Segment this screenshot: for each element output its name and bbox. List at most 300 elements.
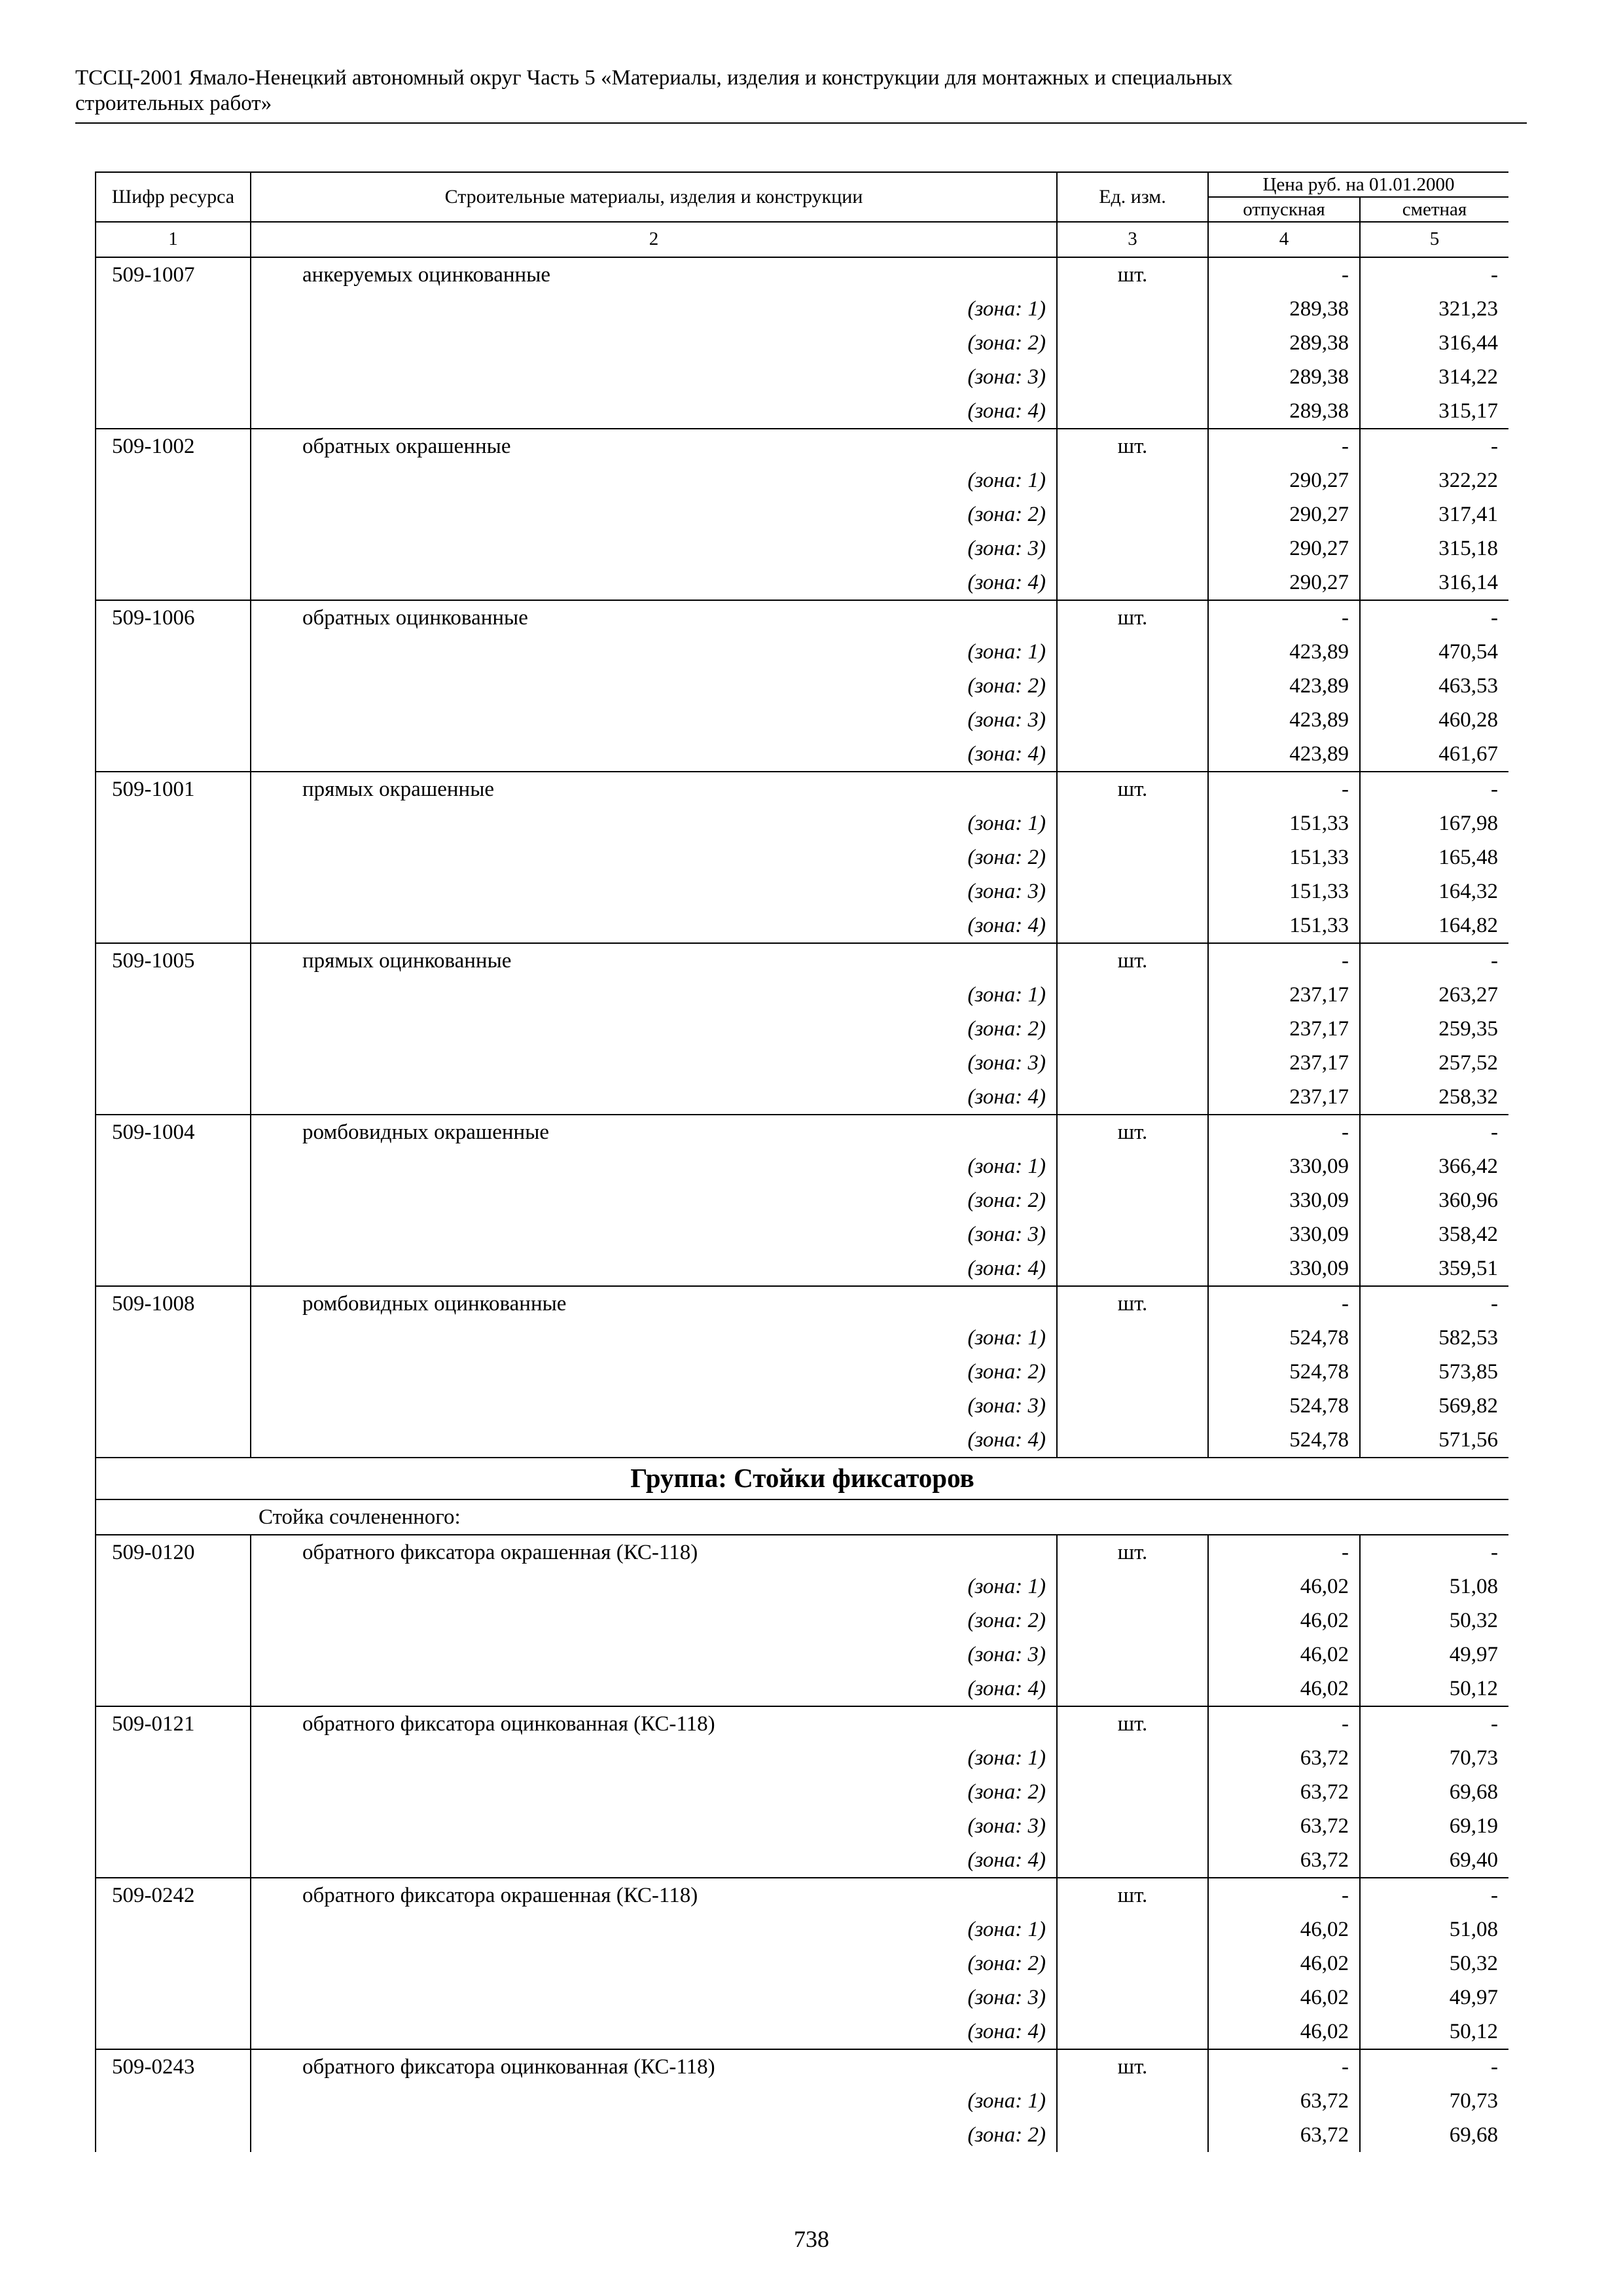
release-price: - bbox=[1208, 1878, 1360, 1912]
estimate-price: 164,32 bbox=[1360, 874, 1508, 908]
empty-cell bbox=[96, 1638, 251, 1672]
empty-cell bbox=[1057, 1321, 1208, 1355]
resource-name: ромбовидных оцинкованные bbox=[251, 1286, 1057, 1321]
estimate-price: 317,41 bbox=[1360, 497, 1508, 531]
estimate-price: - bbox=[1360, 2049, 1508, 2084]
zone-label: (зона: 1) bbox=[251, 1570, 1057, 1604]
empty-cell bbox=[1057, 360, 1208, 394]
zone-label: (зона: 3) bbox=[251, 1046, 1057, 1080]
zone-row bbox=[96, 360, 1508, 394]
release-price: 151,33 bbox=[1208, 806, 1360, 840]
estimate-price: 366,42 bbox=[1360, 1149, 1508, 1183]
release-price: 63,72 bbox=[1208, 1775, 1360, 1809]
release-price: 151,33 bbox=[1208, 874, 1360, 908]
table-row bbox=[96, 1286, 1508, 1321]
estimate-price: 460,28 bbox=[1360, 703, 1508, 737]
empty-cell bbox=[96, 1946, 251, 1981]
empty-cell bbox=[1057, 908, 1208, 943]
header-line-2: строительных работ» bbox=[75, 92, 272, 115]
empty-cell bbox=[96, 1809, 251, 1843]
estimate-price: 50,32 bbox=[1360, 1946, 1508, 1981]
empty-cell bbox=[96, 326, 251, 360]
release-price: - bbox=[1208, 943, 1360, 978]
zone-label: (зона: 2) bbox=[251, 1775, 1057, 1809]
zone-label: (зона: 4) bbox=[251, 1672, 1057, 1706]
release-price: 151,33 bbox=[1208, 908, 1360, 943]
release-price: 524,78 bbox=[1208, 1321, 1360, 1355]
zone-row bbox=[96, 1423, 1508, 1458]
estimate-price: 360,96 bbox=[1360, 1183, 1508, 1217]
release-price: 237,17 bbox=[1208, 1080, 1360, 1115]
zone-row bbox=[96, 1251, 1508, 1286]
empty-cell bbox=[1057, 1012, 1208, 1046]
empty-cell bbox=[1057, 1217, 1208, 1251]
zone-row bbox=[96, 2015, 1508, 2049]
empty-cell bbox=[1057, 669, 1208, 703]
estimate-price: - bbox=[1360, 257, 1508, 292]
estimate-price: 321,23 bbox=[1360, 292, 1508, 326]
release-price: 524,78 bbox=[1208, 1423, 1360, 1458]
estimate-price: 259,35 bbox=[1360, 1012, 1508, 1046]
zone-row bbox=[96, 1604, 1508, 1638]
empty-cell bbox=[1057, 292, 1208, 326]
zone-row bbox=[96, 394, 1508, 429]
release-price: - bbox=[1208, 1115, 1360, 1149]
empty-cell bbox=[96, 669, 251, 703]
zone-label: (зона: 1) bbox=[251, 1912, 1057, 1946]
zone-label: (зона: 1) bbox=[251, 635, 1057, 669]
estimate-price: - bbox=[1360, 1115, 1508, 1149]
zone-row bbox=[96, 1570, 1508, 1604]
zone-label: (зона: 2) bbox=[251, 669, 1057, 703]
zone-row bbox=[96, 978, 1508, 1012]
header-divider bbox=[75, 122, 1527, 124]
release-price: 151,33 bbox=[1208, 840, 1360, 874]
empty-cell bbox=[1057, 840, 1208, 874]
estimate-price: 165,48 bbox=[1360, 840, 1508, 874]
estimate-price: 315,17 bbox=[1360, 394, 1508, 429]
release-price: 237,17 bbox=[1208, 1012, 1360, 1046]
unit: шт. bbox=[1057, 600, 1208, 635]
empty-cell bbox=[96, 1183, 251, 1217]
release-price: 63,72 bbox=[1208, 2118, 1360, 2152]
unit: шт. bbox=[1057, 1115, 1208, 1149]
estimate-price: 461,67 bbox=[1360, 737, 1508, 772]
estimate-price: 573,85 bbox=[1360, 1355, 1508, 1389]
zone-row bbox=[96, 1638, 1508, 1672]
empty-cell bbox=[1057, 1570, 1208, 1604]
unit: шт. bbox=[1057, 2049, 1208, 2084]
empty-cell bbox=[96, 1217, 251, 1251]
empty-cell bbox=[96, 635, 251, 669]
zone-row bbox=[96, 326, 1508, 360]
header-code: Шифр ресурса bbox=[96, 172, 251, 222]
empty-cell bbox=[96, 1672, 251, 1706]
empty-cell bbox=[1057, 1604, 1208, 1638]
release-price: 330,09 bbox=[1208, 1149, 1360, 1183]
estimate-price: - bbox=[1360, 772, 1508, 806]
empty-cell bbox=[96, 1389, 251, 1423]
estimate-price: 582,53 bbox=[1360, 1321, 1508, 1355]
empty-cell bbox=[96, 292, 251, 326]
release-price: 63,72 bbox=[1208, 1809, 1360, 1843]
group-title: Группа: Стойки фиксаторов bbox=[96, 1458, 1508, 1499]
release-price: - bbox=[1208, 772, 1360, 806]
estimate-price: 463,53 bbox=[1360, 669, 1508, 703]
estimate-price: 49,97 bbox=[1360, 1981, 1508, 2015]
zone-row bbox=[96, 1912, 1508, 1946]
empty-cell bbox=[1057, 1912, 1208, 1946]
empty-cell bbox=[1057, 2084, 1208, 2118]
release-price: - bbox=[1208, 257, 1360, 292]
resource-code: 509-1005 bbox=[96, 943, 251, 978]
estimate-price: 315,18 bbox=[1360, 531, 1508, 565]
empty-cell bbox=[96, 1981, 251, 2015]
zone-label: (зона: 1) bbox=[251, 806, 1057, 840]
zone-label: (зона: 4) bbox=[251, 1251, 1057, 1286]
resource-code: 509-1006 bbox=[96, 600, 251, 635]
unit: шт. bbox=[1057, 1878, 1208, 1912]
zone-row bbox=[96, 1183, 1508, 1217]
zone-row bbox=[96, 908, 1508, 943]
release-price: 423,89 bbox=[1208, 737, 1360, 772]
estimate-price: 70,73 bbox=[1360, 1741, 1508, 1775]
estimate-price: 69,19 bbox=[1360, 1809, 1508, 1843]
empty-cell bbox=[96, 2118, 251, 2152]
zone-row bbox=[96, 463, 1508, 497]
zone-label: (зона: 3) bbox=[251, 360, 1057, 394]
zone-label: (зона: 1) bbox=[251, 1741, 1057, 1775]
header-unit: Ед. изм. bbox=[1057, 172, 1208, 222]
release-price: 46,02 bbox=[1208, 2015, 1360, 2049]
empty-cell bbox=[1057, 394, 1208, 429]
table-row bbox=[96, 1115, 1508, 1149]
release-price: 330,09 bbox=[1208, 1183, 1360, 1217]
empty-cell bbox=[96, 978, 251, 1012]
resource-code: 509-0120 bbox=[96, 1535, 251, 1570]
empty-cell bbox=[96, 1355, 251, 1389]
release-price: 289,38 bbox=[1208, 394, 1360, 429]
release-price: 63,72 bbox=[1208, 1843, 1360, 1878]
estimate-price: 50,12 bbox=[1360, 2015, 1508, 2049]
empty-cell bbox=[96, 360, 251, 394]
release-price: 290,27 bbox=[1208, 531, 1360, 565]
resource-name: обратного фиксатора оцинкованная (КС-118) bbox=[251, 1706, 1057, 1741]
empty-cell bbox=[1057, 531, 1208, 565]
empty-cell bbox=[96, 565, 251, 600]
column-number: 5 bbox=[1360, 222, 1508, 257]
zone-label: (зона: 4) bbox=[251, 394, 1057, 429]
zone-label: (зона: 4) bbox=[251, 1423, 1057, 1458]
resource-name: обратного фиксатора оцинкованная (КС-118) bbox=[251, 2049, 1057, 2084]
empty-cell bbox=[96, 703, 251, 737]
estimate-price: 358,42 bbox=[1360, 1217, 1508, 1251]
resource-code: 509-1004 bbox=[96, 1115, 251, 1149]
release-price: - bbox=[1208, 1535, 1360, 1570]
resource-code: 509-0243 bbox=[96, 2049, 251, 2084]
zone-row bbox=[96, 1389, 1508, 1423]
empty-cell bbox=[1057, 703, 1208, 737]
estimate-price: 569,82 bbox=[1360, 1389, 1508, 1423]
zone-row bbox=[96, 737, 1508, 772]
estimate-price: 470,54 bbox=[1360, 635, 1508, 669]
estimate-price: 50,12 bbox=[1360, 1672, 1508, 1706]
zone-label: (зона: 4) bbox=[251, 1080, 1057, 1115]
empty-cell bbox=[1057, 1672, 1208, 1706]
release-price: 524,78 bbox=[1208, 1355, 1360, 1389]
release-price: 423,89 bbox=[1208, 703, 1360, 737]
unit: шт. bbox=[1057, 943, 1208, 978]
empty-cell bbox=[96, 1775, 251, 1809]
estimate-price: 258,32 bbox=[1360, 1080, 1508, 1115]
zone-label: (зона: 1) bbox=[251, 1149, 1057, 1183]
empty-cell bbox=[96, 806, 251, 840]
unit: шт. bbox=[1057, 257, 1208, 292]
estimate-price: - bbox=[1360, 1878, 1508, 1912]
resource-name: анкеруемых оцинкованные bbox=[251, 257, 1057, 292]
empty-cell bbox=[1057, 1775, 1208, 1809]
resource-code: 509-0121 bbox=[96, 1706, 251, 1741]
estimate-price: 49,97 bbox=[1360, 1638, 1508, 1672]
zone-row bbox=[96, 1046, 1508, 1080]
empty-cell bbox=[96, 1080, 251, 1115]
zone-row bbox=[96, 2118, 1508, 2152]
estimate-price: 322,22 bbox=[1360, 463, 1508, 497]
table-row bbox=[96, 2049, 1508, 2084]
zone-label: (зона: 3) bbox=[251, 531, 1057, 565]
table-row bbox=[96, 1706, 1508, 1741]
empty-cell bbox=[1057, 1638, 1208, 1672]
zone-row bbox=[96, 531, 1508, 565]
resource-name: обратных окрашенные bbox=[251, 429, 1057, 463]
zone-row bbox=[96, 1741, 1508, 1775]
empty-cell bbox=[96, 737, 251, 772]
zone-row bbox=[96, 1355, 1508, 1389]
zone-label: (зона: 1) bbox=[251, 292, 1057, 326]
zone-label: (зона: 3) bbox=[251, 874, 1057, 908]
unit: шт. bbox=[1057, 1535, 1208, 1570]
empty-cell bbox=[96, 1570, 251, 1604]
column-number: 4 bbox=[1208, 222, 1360, 257]
zone-label: (зона: 1) bbox=[251, 978, 1057, 1012]
zone-label: (зона: 2) bbox=[251, 1183, 1057, 1217]
estimate-price: 571,56 bbox=[1360, 1423, 1508, 1458]
zone-label: (зона: 2) bbox=[251, 2118, 1057, 2152]
release-price: 46,02 bbox=[1208, 1638, 1360, 1672]
zone-label: (зона: 2) bbox=[251, 1946, 1057, 1981]
estimate-price: 316,44 bbox=[1360, 326, 1508, 360]
empty-cell bbox=[96, 463, 251, 497]
empty-cell bbox=[1057, 1843, 1208, 1878]
empty-cell bbox=[1057, 497, 1208, 531]
release-price: 46,02 bbox=[1208, 1946, 1360, 1981]
release-price: 423,89 bbox=[1208, 669, 1360, 703]
release-price: 290,27 bbox=[1208, 565, 1360, 600]
zone-label: (зона: 2) bbox=[251, 1355, 1057, 1389]
document-header bbox=[75, 65, 1528, 117]
unit: шт. bbox=[1057, 772, 1208, 806]
table-row bbox=[96, 600, 1508, 635]
zone-row bbox=[96, 1672, 1508, 1706]
empty-cell bbox=[96, 2015, 251, 2049]
zone-label: (зона: 3) bbox=[251, 1809, 1057, 1843]
resource-name: прямых оцинкованные bbox=[251, 943, 1057, 978]
empty-cell bbox=[1057, 1741, 1208, 1775]
zone-label: (зона: 1) bbox=[251, 463, 1057, 497]
empty-cell bbox=[96, 874, 251, 908]
estimate-price: 316,14 bbox=[1360, 565, 1508, 600]
table-row bbox=[96, 1535, 1508, 1570]
empty-cell bbox=[1057, 1355, 1208, 1389]
empty-cell bbox=[1057, 1423, 1208, 1458]
estimate-price: 69,68 bbox=[1360, 1775, 1508, 1809]
empty-cell bbox=[1057, 1251, 1208, 1286]
empty-cell bbox=[1057, 1080, 1208, 1115]
empty-cell bbox=[1057, 1183, 1208, 1217]
estimate-price: - bbox=[1360, 429, 1508, 463]
release-price: 237,17 bbox=[1208, 978, 1360, 1012]
empty-cell bbox=[96, 394, 251, 429]
resource-name: обратного фиксатора окрашенная (КС-118) bbox=[251, 1535, 1057, 1570]
zone-label: (зона: 2) bbox=[251, 1604, 1057, 1638]
zone-row bbox=[96, 840, 1508, 874]
zone-row bbox=[96, 669, 1508, 703]
estimate-price: 164,82 bbox=[1360, 908, 1508, 943]
resource-name: обратных оцинкованные bbox=[251, 600, 1057, 635]
group-section bbox=[96, 1458, 1508, 1535]
empty-cell bbox=[96, 908, 251, 943]
release-price: 46,02 bbox=[1208, 1604, 1360, 1638]
header-line-1: ТССЦ-2001 Ямало-Ненецкий автономный округ Часть 5 «Материалы, изделия и конструкции для монтажных и специальных bbox=[75, 66, 1233, 90]
column-number: 3 bbox=[1057, 222, 1208, 257]
empty-cell bbox=[96, 497, 251, 531]
release-price: 289,38 bbox=[1208, 292, 1360, 326]
zone-row bbox=[96, 1775, 1508, 1809]
release-price: 46,02 bbox=[1208, 1672, 1360, 1706]
empty-cell bbox=[96, 531, 251, 565]
empty-cell bbox=[96, 840, 251, 874]
subgroup-title: Стойка сочлененного: bbox=[96, 1499, 1508, 1535]
empty-cell bbox=[1057, 1809, 1208, 1843]
empty-cell bbox=[1057, 463, 1208, 497]
release-price: 63,72 bbox=[1208, 1741, 1360, 1775]
resource-name: ромбовидных окрашенные bbox=[251, 1115, 1057, 1149]
zone-label: (зона: 3) bbox=[251, 703, 1057, 737]
zone-label: (зона: 4) bbox=[251, 908, 1057, 943]
estimate-price: - bbox=[1360, 943, 1508, 978]
estimate-price: 257,52 bbox=[1360, 1046, 1508, 1080]
release-price: 289,38 bbox=[1208, 360, 1360, 394]
zone-row bbox=[96, 703, 1508, 737]
release-price: 46,02 bbox=[1208, 1912, 1360, 1946]
estimate-price: - bbox=[1360, 1535, 1508, 1570]
empty-cell bbox=[96, 1012, 251, 1046]
estimate-price: 69,40 bbox=[1360, 1843, 1508, 1878]
unit: шт. bbox=[1057, 1286, 1208, 1321]
price-table-container bbox=[95, 171, 1508, 2194]
zone-label: (зона: 2) bbox=[251, 1012, 1057, 1046]
empty-cell bbox=[96, 1912, 251, 1946]
price-table bbox=[95, 171, 1508, 2152]
estimate-price: - bbox=[1360, 600, 1508, 635]
zone-row bbox=[96, 1149, 1508, 1183]
unit: шт. bbox=[1057, 429, 1208, 463]
empty-cell bbox=[1057, 326, 1208, 360]
release-price: 63,72 bbox=[1208, 2084, 1360, 2118]
resource-name: прямых окрашенные bbox=[251, 772, 1057, 806]
estimate-price: 263,27 bbox=[1360, 978, 1508, 1012]
release-price: - bbox=[1208, 1286, 1360, 1321]
estimate-price: 167,98 bbox=[1360, 806, 1508, 840]
zone-label: (зона: 1) bbox=[251, 2084, 1057, 2118]
zone-label: (зона: 4) bbox=[251, 737, 1057, 772]
release-price: 290,27 bbox=[1208, 463, 1360, 497]
estimate-price: 51,08 bbox=[1360, 1570, 1508, 1604]
zone-label: (зона: 3) bbox=[251, 1981, 1057, 2015]
release-price: 423,89 bbox=[1208, 635, 1360, 669]
zone-row bbox=[96, 2084, 1508, 2118]
estimate-price: 51,08 bbox=[1360, 1912, 1508, 1946]
zone-label: (зона: 2) bbox=[251, 840, 1057, 874]
zone-label: (зона: 4) bbox=[251, 1843, 1057, 1878]
empty-cell bbox=[96, 1741, 251, 1775]
release-price: 237,17 bbox=[1208, 1046, 1360, 1080]
zone-row bbox=[96, 497, 1508, 531]
empty-cell bbox=[1057, 1046, 1208, 1080]
table-body-frames bbox=[96, 257, 1508, 1458]
zone-label: (зона: 3) bbox=[251, 1217, 1057, 1251]
zone-row bbox=[96, 565, 1508, 600]
empty-cell bbox=[96, 1046, 251, 1080]
empty-cell bbox=[1057, 806, 1208, 840]
column-number: 2 bbox=[251, 222, 1057, 257]
header-price: Цена руб. на 01.01.2000 bbox=[1208, 172, 1508, 197]
empty-cell bbox=[1057, 978, 1208, 1012]
release-price: 289,38 bbox=[1208, 326, 1360, 360]
table-body-racks bbox=[96, 1535, 1508, 2152]
empty-cell bbox=[1057, 1946, 1208, 1981]
zone-row bbox=[96, 1217, 1508, 1251]
table-row bbox=[96, 943, 1508, 978]
release-price: - bbox=[1208, 600, 1360, 635]
zone-row bbox=[96, 292, 1508, 326]
release-price: 330,09 bbox=[1208, 1251, 1360, 1286]
zone-row bbox=[96, 1080, 1508, 1115]
table-row bbox=[96, 1878, 1508, 1912]
page-number: 738 bbox=[794, 2226, 829, 2252]
zone-label: (зона: 3) bbox=[251, 1389, 1057, 1423]
estimate-price: - bbox=[1360, 1286, 1508, 1321]
zone-label: (зона: 2) bbox=[251, 497, 1057, 531]
release-price: 46,02 bbox=[1208, 1981, 1360, 2015]
zone-label: (зона: 4) bbox=[251, 2015, 1057, 2049]
zone-label: (зона: 2) bbox=[251, 326, 1057, 360]
zone-row bbox=[96, 1946, 1508, 1981]
zone-label: (зона: 3) bbox=[251, 1638, 1057, 1672]
resource-code: 509-1007 bbox=[96, 257, 251, 292]
empty-cell bbox=[1057, 1389, 1208, 1423]
empty-cell bbox=[1057, 565, 1208, 600]
empty-cell bbox=[1057, 635, 1208, 669]
empty-cell bbox=[1057, 1981, 1208, 2015]
resource-code: 509-1002 bbox=[96, 429, 251, 463]
empty-cell bbox=[1057, 2118, 1208, 2152]
zone-row bbox=[96, 635, 1508, 669]
table-row bbox=[96, 772, 1508, 806]
resource-code: 509-1001 bbox=[96, 772, 251, 806]
zone-label: (зона: 1) bbox=[251, 1321, 1057, 1355]
header-estimate-price: сметная bbox=[1360, 197, 1508, 222]
